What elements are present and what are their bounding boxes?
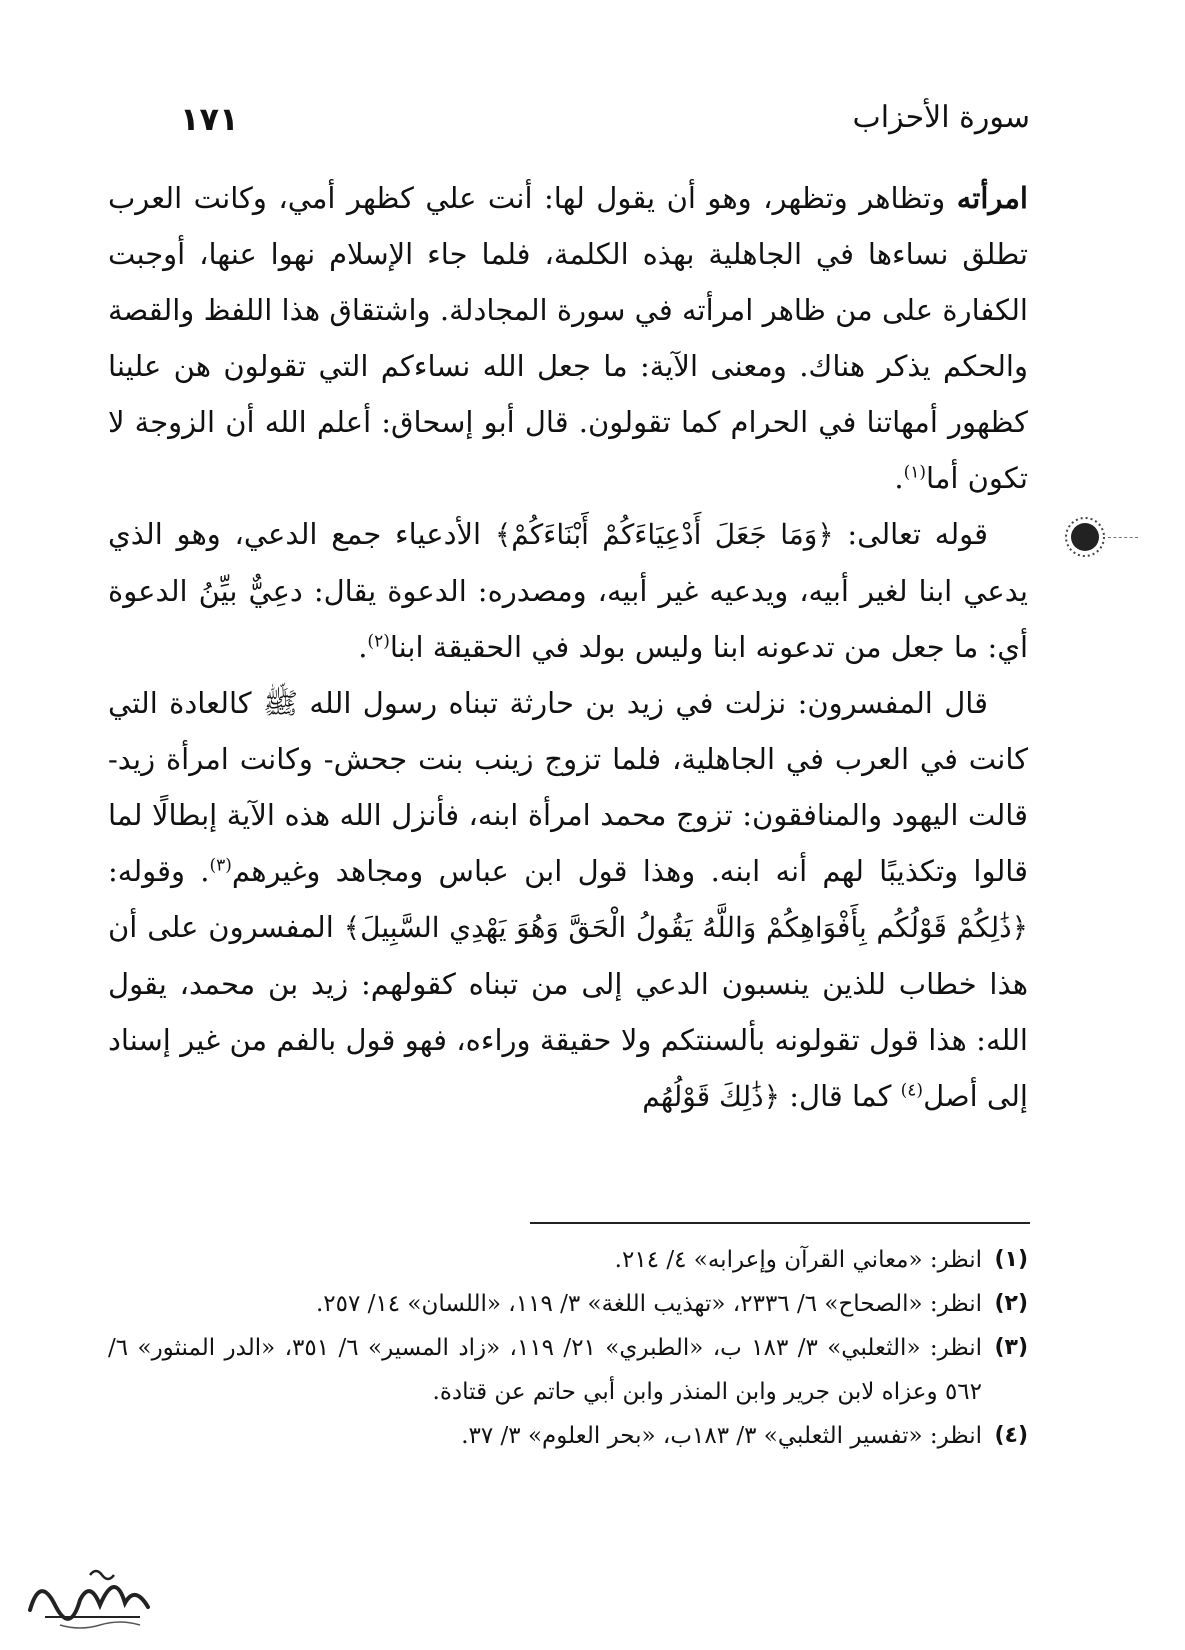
paragraph-3-text-3: المفسرون على أن هذا خطاب للذين ينسبون الدعي إلى من تبناه كقولهم: زيد بن محمد، يقول الله: هذا قول تقولونه بألسنتكم ولا حقيقة وراءه، فهو قول بالفم من غير إسناد إلى أصل	[108, 910, 1028, 1113]
quran-quote-1: ﴿وَمَا جَعَلَ أَدْعِيَاءَكُمْ أَبْنَاءَكُمْ﴾	[494, 518, 834, 551]
quran-quote-3: ﴿ذَٰلِكَ قَوْلُهُم	[642, 1080, 781, 1113]
footnote-number: (١)	[994, 1247, 1028, 1272]
footnote-ref-2: (٢)	[367, 631, 390, 652]
quran-quote-2: ﴿ذَٰلِكُمْ قَوْلُكُم بِأَفْوَاهِكُمْ وَاللَّهُ يَقُولُ الْحَقَّ وَهُوَ يَهْدِي السَّبِيلَ﴾	[343, 911, 1028, 944]
paragraph-1	[108, 170, 1028, 506]
paragraph-2-intro: قوله تعالى:	[833, 517, 988, 551]
publisher-logo-icon	[20, 1555, 160, 1635]
footnote-number: (٤)	[994, 1423, 1028, 1448]
footnote-ref-1: (١)	[903, 462, 926, 483]
paragraph-1-end: .	[894, 461, 904, 495]
paragraph-3	[108, 675, 1028, 1125]
paragraph-2-end: .	[358, 630, 368, 664]
footnote-3	[108, 1326, 1028, 1414]
footnote-ref-3: (٣)	[209, 855, 232, 876]
paragraph-2	[108, 506, 1028, 675]
margin-guide-line	[1108, 537, 1138, 538]
page-header	[150, 100, 1030, 150]
running-title: سورة الأحزاب	[852, 100, 1030, 135]
page-number: ١٧١	[180, 100, 239, 138]
footnote-text: انظر: «الثعلبي» ٣/ ١٨٣ ب، «الطبري» ٢١/ ١١٩، «زاد المسير» ٦/ ٣٥١، «الدر المنثور» ٦/ ٥٦٢ وعزاه لابن جرير وابن المنذر وابن أبي حاتم عن قتادة.	[108, 1335, 983, 1405]
main-text	[108, 170, 1028, 1125]
footnote-text: انظر: «الصحاح» ٦/ ٢٣٣٦، «تهذيب اللغة» ٣/ ١١٩، «اللسان» ١٤/ ٢٥٧.	[315, 1291, 982, 1317]
footnote-1	[108, 1238, 1028, 1282]
footnote-2	[108, 1282, 1028, 1326]
footnote-text: انظر: «تفسير الثعلبي» ٣/ ١٨٣ب، «بحر العلوم» ٣/ ٣٧.	[461, 1423, 982, 1449]
footnote-number: (٢)	[994, 1291, 1028, 1316]
paragraph-3-text-4: كما قال:	[780, 1079, 901, 1113]
paragraph-1-lead: امرأته	[956, 181, 1028, 215]
paragraph-3-text-1: قال المفسرون: نزلت في زيد بن حارثة تبناه رسول الله ﷺ كالعادة التي كانت في العرب في الجاهلية، فلما تزوج زينب بنت جحش- وكانت امرأة زيد- قالت اليهود والمنافقون: تزوج محمد امرأة ابنه، فأنزل الله هذه الآية إبطالًا لما قالوا وتكذيبًا لهم أنه ابنه. وهذا قول ابن عباس ومجاهد وغيرهم	[108, 686, 1028, 888]
footnote-4	[108, 1414, 1028, 1458]
paragraph-1-text: وتظاهر وتظهر، وهو أن يقول لها: أنت علي كظهر أمي، وكانت العرب تطلق نساءها في الجاهلية بهذه الكلمة، فلما جاء الإسلام نهوا عنها، أوجبت الكفارة على من ظاهر امرأته في سورة المجادلة. واشتقاق هذا اللفظ والقصة والحكم يذكر هناك. ومعنى الآية: ما جعل الله نساءكم التي تقولون هن علينا كظهور أمهاتنا في الحرام كما تقولون. قال أبو إسحاق: أعلم الله أن الزوجة لا تكون أما	[108, 181, 1028, 495]
margin-ornament-icon	[1063, 515, 1107, 559]
paragraph-3-text-2: . وقوله:	[108, 854, 210, 888]
footnotes	[108, 1238, 1028, 1458]
footnote-text: انظر: «معاني القرآن وإعرابه» ٤/ ٢١٤.	[614, 1247, 982, 1273]
paragraph-2-text: الأدعياء جمع الدعي، وهو الذي يدعي ابنا لغير أبيه، ويدعيه غير أبيه، ومصدره: الدعوة يقال: دعِيٌّ بيِّنُ الدعوة أي: ما جعل من تدعونه ابنا وليس بولد في الحقيقة ابنا	[108, 517, 1028, 664]
footnote-number: (٣)	[994, 1335, 1028, 1360]
footnote-ref-4: (٤)	[900, 1080, 924, 1101]
footnote-separator	[530, 1222, 1030, 1224]
